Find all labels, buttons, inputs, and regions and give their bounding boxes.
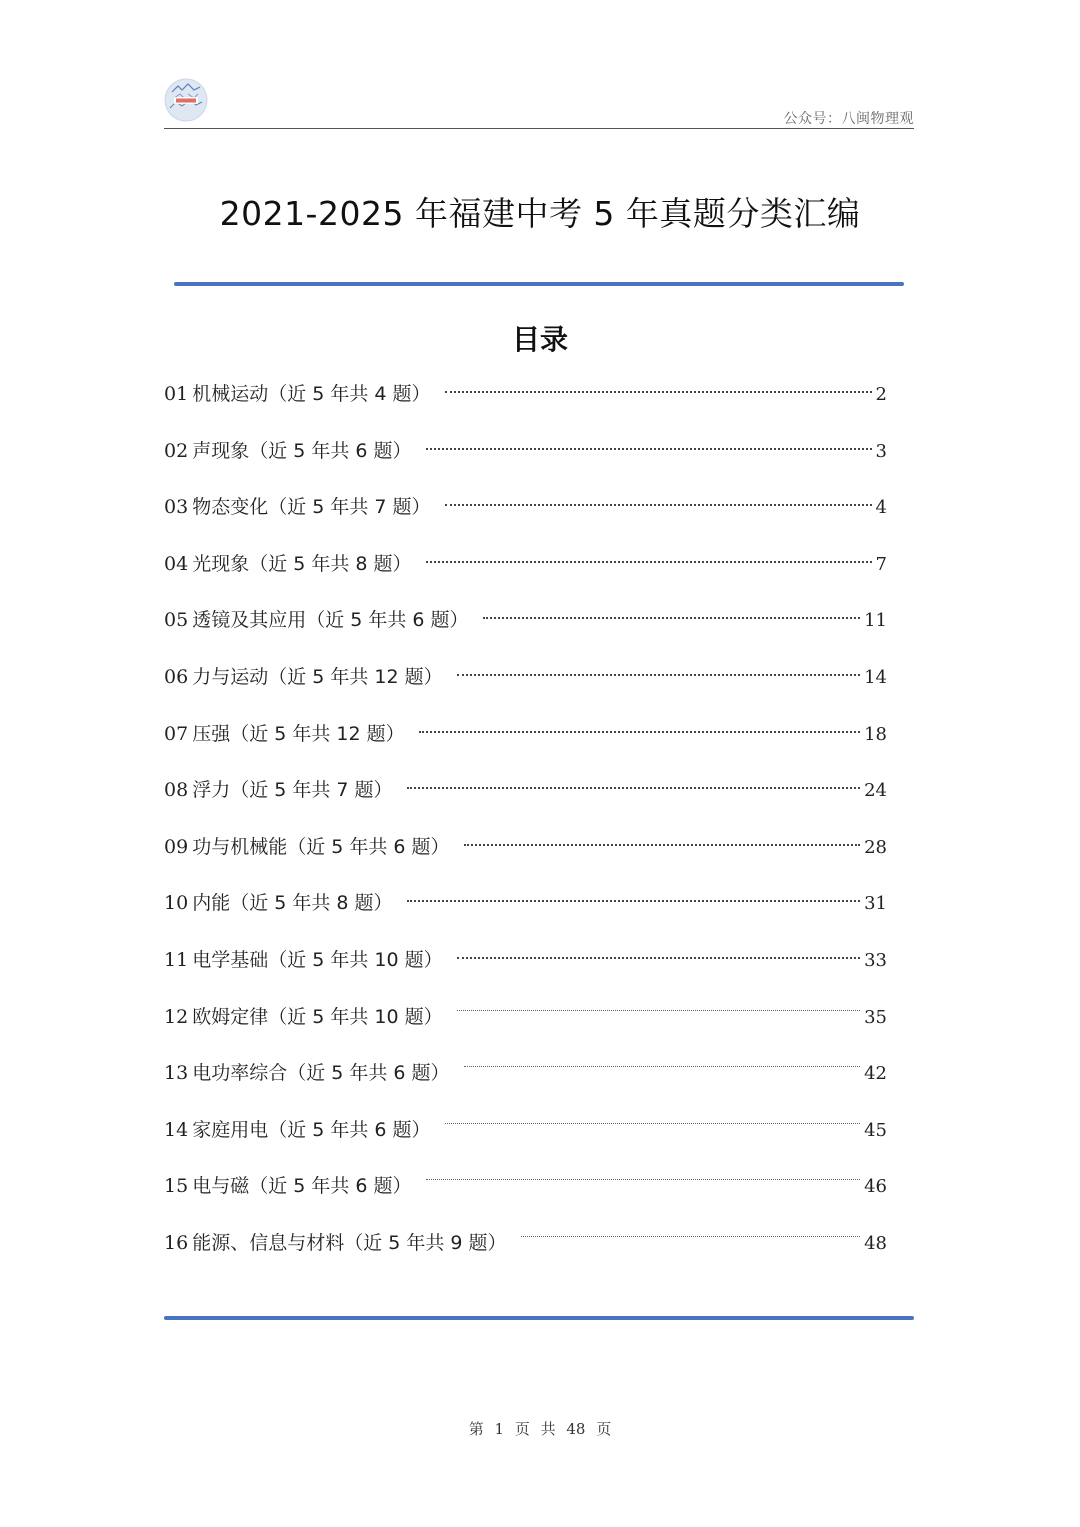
toc-entry-page: 24: [864, 780, 887, 802]
toc-entry-page: 45: [864, 1119, 887, 1141]
toc-entry-page: 2: [875, 384, 887, 405]
document-title: 2021-2025 年福建中考 5 年真题分类汇编: [219, 194, 861, 233]
toc-entry-label: 机械运动（近 5 年共 4 题）: [192, 383, 431, 405]
toc-entry[interactable]: [164, 714, 887, 771]
toc-leader-dots: [457, 957, 860, 959]
page-footer: 第 1 页 共 48 页: [468, 1420, 612, 1438]
toc-leader-dots: [426, 561, 872, 563]
toc-entry[interactable]: [164, 431, 887, 488]
toc-entry-page: 18: [864, 723, 887, 745]
toc-entry-label: 功与机械能（近 5 年共 6 题）: [192, 835, 450, 858]
table-of-contents: [164, 374, 887, 1280]
toc-entry-label: 物态变化（近 5 年共 7 题）: [192, 496, 431, 519]
toc-entry-number: 02: [164, 439, 189, 462]
toc-entry-label: 力与运动（近 5 年共 12 题）: [192, 665, 443, 688]
page-header: [164, 76, 914, 129]
toc-entry-page: 7: [875, 553, 887, 575]
toc-entry-label: 电与磁（近 5 年共 6 题）: [192, 1175, 412, 1198]
toc-entry-page: 48: [864, 1232, 887, 1254]
toc-entry-label: 透镜及其应用（近 5 年共 6 题）: [192, 609, 469, 632]
toc-entry-number: 06: [164, 665, 189, 688]
toc-divider: [164, 1316, 914, 1320]
toc-entry[interactable]: [164, 1053, 887, 1110]
toc-entry-number: 15: [164, 1175, 189, 1198]
toc-entry[interactable]: [164, 827, 887, 884]
toc-entry-number: 08: [164, 779, 189, 802]
toc-entry-label: 光现象（近 5 年共 8 题）: [192, 552, 412, 575]
toc-leader-dots: [464, 1066, 861, 1067]
toc-entry-page: 35: [864, 1006, 887, 1028]
toc-heading: 目录: [511, 323, 568, 356]
toc-entry[interactable]: [164, 544, 887, 601]
toc-leader-dots: [445, 504, 872, 506]
toc-leader-dots: [445, 1123, 861, 1124]
toc-entry-number: 10: [164, 892, 189, 915]
toc-leader-dots: [407, 787, 861, 789]
toc-entry-page: 31: [864, 893, 887, 915]
toc-leader-dots: [457, 1010, 860, 1011]
seal-logo-icon: [164, 78, 208, 122]
toc-entry-number: 05: [164, 609, 189, 632]
toc-leader-dots: [521, 1236, 861, 1237]
toc-entry-page: 14: [864, 666, 887, 688]
toc-entry[interactable]: [164, 1166, 887, 1223]
toc-entry-number: 11: [164, 948, 189, 971]
toc-leader-dots: [445, 391, 872, 393]
toc-entry-number: 09: [164, 835, 189, 858]
toc-entry-label: 内能（近 5 年共 8 题）: [192, 892, 393, 915]
toc-entry-number: 01: [164, 383, 189, 405]
toc-entry[interactable]: [164, 487, 887, 544]
toc-entry-number: 16: [164, 1231, 189, 1254]
toc-entry-label: 欧姆定律（近 5 年共 10 题）: [192, 1005, 443, 1028]
toc-entry[interactable]: [164, 883, 887, 940]
toc-entry[interactable]: [164, 1223, 887, 1280]
toc-entry[interactable]: [164, 1110, 887, 1167]
toc-leader-dots: [426, 1179, 861, 1180]
toc-entry-page: 46: [864, 1176, 887, 1198]
toc-leader-dots: [457, 674, 860, 676]
toc-leader-dots: [426, 448, 872, 450]
toc-entry-page: 42: [864, 1063, 887, 1085]
toc-entry-label: 电功率综合（近 5 年共 6 题）: [192, 1062, 450, 1085]
toc-entry[interactable]: [164, 997, 887, 1054]
account-name: 公众号：八闽物理观: [783, 111, 914, 127]
toc-leader-dots: [464, 844, 861, 846]
toc-entry-number: 04: [164, 552, 189, 575]
toc-entry-page: 33: [864, 949, 887, 971]
toc-entry-number: 07: [164, 722, 189, 745]
toc-entry-label: 声现象（近 5 年共 6 题）: [192, 439, 412, 462]
title-divider: [174, 282, 904, 286]
toc-entry-label: 家庭用电（近 5 年共 6 题）: [192, 1118, 431, 1141]
toc-entry-label: 电学基础（近 5 年共 10 题）: [192, 948, 443, 971]
toc-entry-page: 11: [864, 610, 887, 632]
toc-entry-page: 3: [875, 440, 887, 462]
toc-entry[interactable]: [164, 657, 887, 714]
toc-entry[interactable]: [164, 940, 887, 997]
toc-entry[interactable]: [164, 374, 887, 431]
toc-entry[interactable]: [164, 600, 887, 657]
toc-entry-number: 13: [164, 1062, 189, 1085]
toc-entry-page: 4: [875, 497, 887, 519]
toc-entry-label: 能源、信息与材料（近 5 年共 9 题）: [192, 1231, 507, 1254]
toc-entry-number: 12: [164, 1005, 189, 1028]
toc-leader-dots: [483, 617, 861, 619]
toc-entry-label: 压强（近 5 年共 12 题）: [192, 722, 405, 745]
toc-entry-number: 03: [164, 496, 189, 519]
toc-entry-number: 14: [164, 1118, 189, 1141]
toc-leader-dots: [419, 731, 860, 733]
toc-entry-page: 28: [864, 836, 887, 858]
toc-entry-label: 浮力（近 5 年共 7 题）: [192, 779, 393, 802]
toc-leader-dots: [407, 900, 861, 902]
toc-entry[interactable]: [164, 770, 887, 827]
